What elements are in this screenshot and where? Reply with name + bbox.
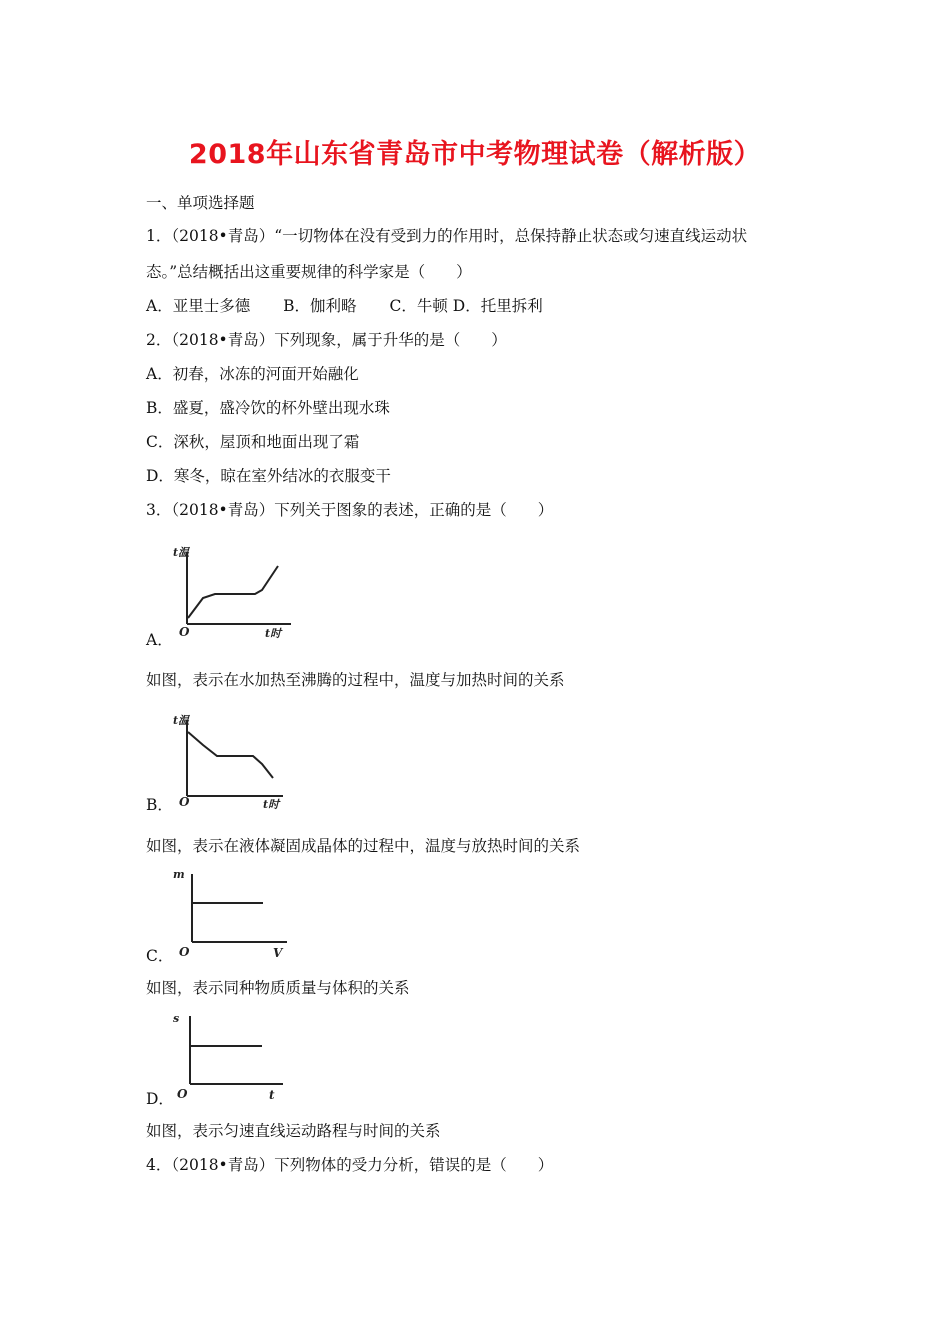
q3-option-d-caption: 如图，表示匀速直线运动路程与时间的关系 bbox=[146, 1122, 441, 1140]
graph-c-origin: O bbox=[179, 945, 190, 959]
q1-option-c: C．牛顿 bbox=[389, 297, 448, 315]
graph-b bbox=[165, 710, 305, 810]
q2-option-d: D．寒冬，晾在室外结冰的衣服变干 bbox=[146, 467, 391, 485]
graph-d-origin: O bbox=[177, 1087, 188, 1101]
graph-b-origin: O bbox=[179, 795, 190, 809]
graph-a-origin: O bbox=[179, 625, 190, 639]
graph-d-y-label: s bbox=[173, 1012, 180, 1025]
q2-option-a: A．初春，冰冻的河面开始融化 bbox=[146, 365, 359, 383]
q3-option-a-caption: 如图，表示在水加热至沸腾的过程中，温度与加热时间的关系 bbox=[146, 671, 565, 689]
graph-b-x-label: t时 bbox=[263, 798, 280, 810]
graph-c-y-label: m bbox=[173, 868, 185, 881]
q1-option-a: A．亚里士多德 bbox=[146, 297, 251, 315]
document-title: 2018年山东省青岛市中考物理试卷（解析版） bbox=[188, 139, 762, 170]
question-1-options bbox=[146, 296, 543, 316]
question-4-stem: 4．（2018•青岛）下列物体的受力分析，错误的是（ ） bbox=[146, 1156, 554, 1174]
q3-option-b-label: B． bbox=[146, 796, 173, 814]
q3-option-c-label: C． bbox=[146, 947, 174, 965]
graph-d bbox=[165, 1008, 305, 1103]
q1-option-b: B．伽利略 bbox=[283, 297, 357, 315]
q1-option-d: D．托里拆利 bbox=[452, 297, 543, 315]
graph-a-x-label: t时 bbox=[265, 627, 282, 640]
graph-a bbox=[165, 540, 305, 640]
question-3-stem: 3．（2018•青岛）下列关于图象的表述，正确的是（ ） bbox=[146, 501, 554, 519]
graph-b-y-label: t温 bbox=[173, 714, 190, 727]
q3-option-c-caption: 如图，表示同种物质质量与体积的关系 bbox=[146, 979, 410, 997]
graph-d-x-label: t bbox=[269, 1088, 275, 1102]
q3-option-b-caption: 如图，表示在液体凝固成晶体的过程中，温度与放热时间的关系 bbox=[146, 837, 581, 855]
q2-option-b: B．盛夏，盛冷饮的杯外壁出现水珠 bbox=[146, 399, 390, 417]
graph-a-y-label: t温 bbox=[173, 546, 190, 559]
q2-option-c: C．深秋，屋顶和地面出现了霜 bbox=[146, 433, 360, 451]
graph-c-x-label: V bbox=[273, 946, 283, 960]
q3-option-d-label: D． bbox=[146, 1090, 174, 1108]
graph-c bbox=[165, 866, 305, 961]
question-1-stem-line-1: 1．（2018•青岛）“一切物体在没有受到力的作用时，总保持静止状态或匀速直线运动状 bbox=[146, 227, 748, 245]
q3-option-a-label: A． bbox=[146, 631, 173, 649]
question-2-stem: 2．（2018•青岛）下列现象，属于升华的是（ ） bbox=[146, 331, 507, 349]
section-heading: 一、单项选择题 bbox=[146, 194, 255, 212]
question-1-stem-line-2: 态。”总结概括出这重要规律的科学家是（ ） bbox=[146, 263, 472, 281]
